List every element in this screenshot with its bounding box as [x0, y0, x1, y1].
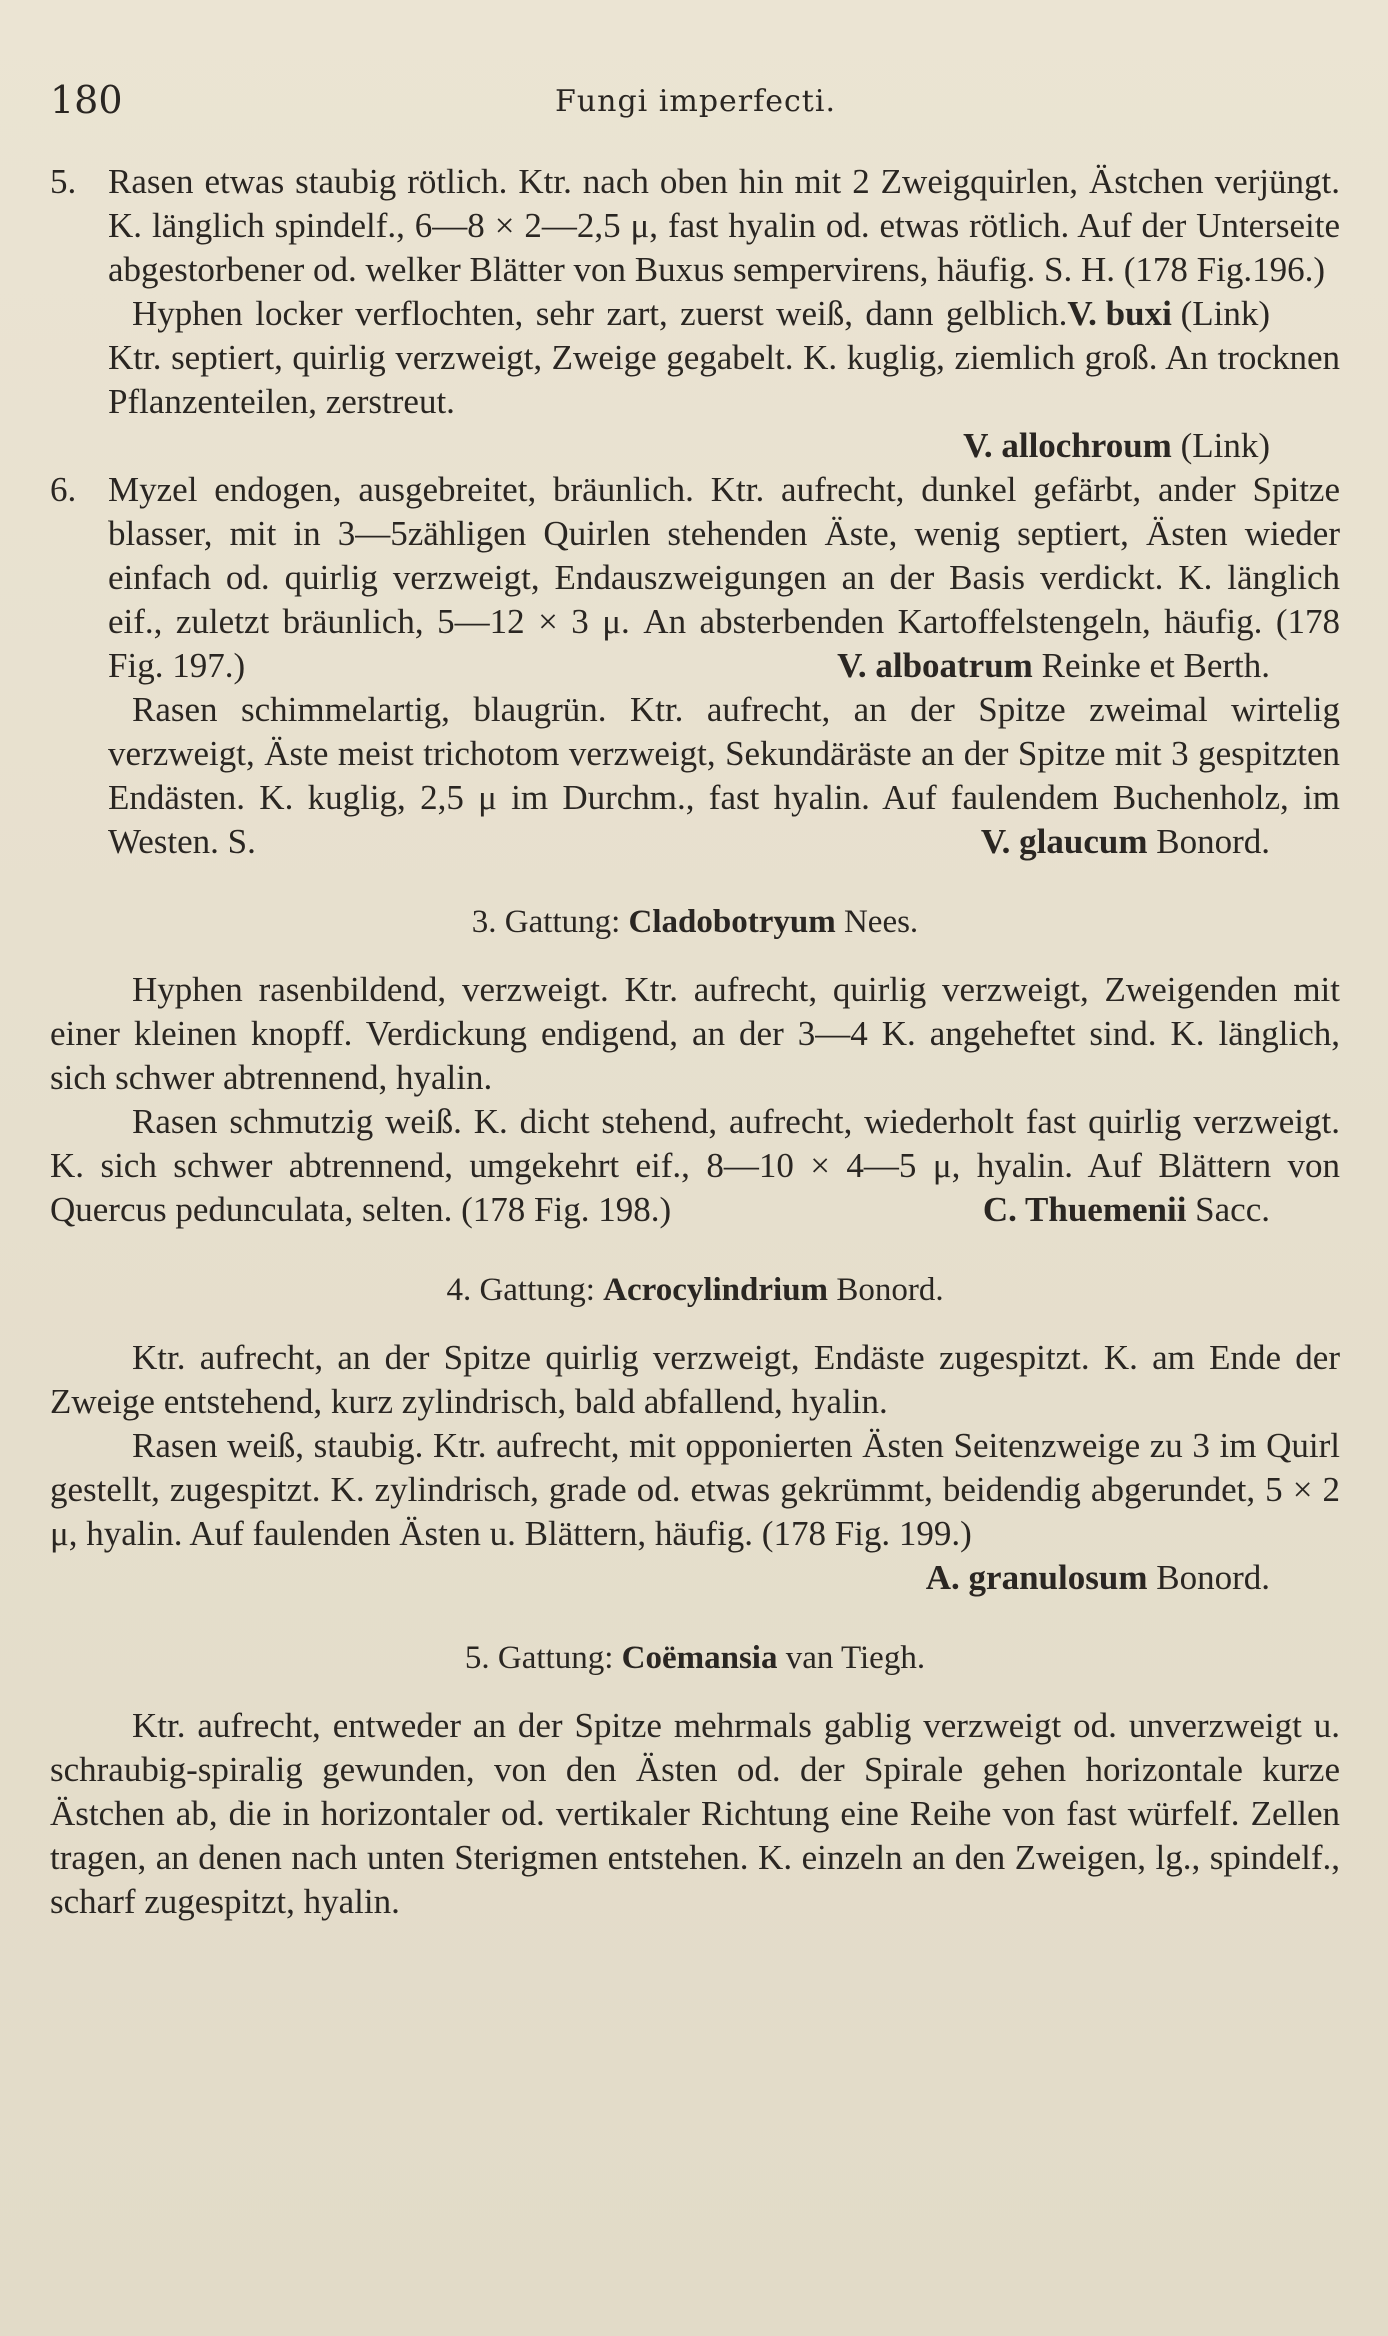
taxon-author: Bonord.	[1156, 1558, 1270, 1597]
entry-number: 6.	[50, 470, 77, 509]
entry-text: Rasen etwas staubig rötlich. Ktr. nach oben hin mit 2 Zweigquirlen, Ästchen verjüngt. K. länglich spindelf., 6—8 × 2—2,5 μ, fast hyalin od. etwas rötlich. Auf der Unterseite abgestorbener od. welker Blätter von Buxus sempervirens, häufig. S. H. (178 Fig.196.)	[108, 162, 1340, 289]
species-text: Rasen weiß, staubig. Ktr. aufrecht, mit opponierten Ästen Seitenzweige zu 3 im Quirl gestellt, zugespitzt. K. zylindrisch, grade od. etwas gekrümmt, beidendig abgerundet, 5 × 2 μ, hyalin. Auf faulenden Ästen u. Blättern, häufig. (178 Fig. 199.)	[50, 1426, 1340, 1553]
genus-number: 5. Gattung:	[464, 1640, 614, 1676]
taxon-author: (Link)	[1180, 426, 1270, 465]
taxon-author: (Link)	[1180, 294, 1270, 333]
genus-heading	[50, 1268, 1340, 1312]
entry-number: 5.	[50, 162, 77, 201]
page-number: 180	[50, 78, 123, 122]
taxon-name: V. glaucum	[980, 822, 1148, 861]
taxon-name: C. Thuemenii	[982, 1190, 1187, 1229]
genus-name: Cladobotryum	[628, 904, 836, 940]
entry-text: Hyphen locker verflochten, sehr zart, zuerst weiß, dann gelblich. Ktr. septiert, quirlig verzweigt, Zweige gegabelt. K. kuglig, ziemlich groß. An trocknen Pflanzenteilen, zerstreut.	[108, 294, 1340, 421]
taxon-name: V. allochroum	[963, 426, 1172, 465]
key-subentry-6	[50, 688, 1340, 864]
genus-description: Ktr. aufrecht, an der Spitze quirlig verzweigt, Endäste zugespitzt. K. am Ende der Zweige entstehend, kurz zylindrisch, bald abfallend, hyalin.	[50, 1338, 1340, 1421]
running-head: Fungi imperfecti.	[555, 84, 836, 119]
page-body	[50, 160, 1340, 1924]
genus-heading	[50, 1636, 1340, 1680]
taxon-author: Reinke et Berth.	[1041, 646, 1270, 685]
key-entry-6	[50, 468, 1340, 688]
genus-number: 3. Gattung:	[471, 904, 621, 940]
taxon-name: V. alboatrum	[837, 646, 1033, 685]
taxon-author: Sacc.	[1195, 1190, 1270, 1229]
entry-text: Rasen schimmelartig, blaugrün. Ktr. aufrecht, an der Spitze zweimal wirtelig verzweigt, Äste meist trichotom verzweigt, Sekundäräste an der Spitze mit 3 gespitzten Endästen. K. kuglig, 2,5 μ im Durchm., fast hyalin. Auf faulendem Buchenholz, im Westen. S.	[108, 690, 1340, 861]
species-line	[50, 424, 1340, 468]
key-entry-5	[50, 160, 1340, 333]
page-header	[50, 78, 1350, 128]
genus-author: Nees.	[843, 904, 919, 940]
taxon-name: V. buxi	[1067, 294, 1172, 333]
species-text: Rasen schmutzig weiß. K. dicht stehend, aufrecht, wiederholt fast quirlig verzweigt. K. sich schwer abtrennend, umgekehrt eif., 8—10 × 4—5 μ, hyalin. Auf Blättern von Quercus pedunculata, selten. (178 Fig. 198.)	[50, 1102, 1340, 1229]
entry-text: Myzel endogen, ausgebreitet, bräunlich. Ktr. aufrecht, dunkel gefärbt, ander Spitze blasser, mit in 3—5zähligen Quirlen stehenden Äste, wenig septiert, Ästen wieder einfach od. quirlig verzweigt, Endauszweigungen an der Basis verdickt. K. länglich eif., zuletzt bräunlich, 5—12 × 3 μ. An absterbenden Kartoffelstengeln, häufig. (178 Fig. 197.)	[108, 470, 1340, 685]
species-name	[983, 1188, 1270, 1232]
genus-name: Coëmansia	[621, 1640, 778, 1676]
species-line	[50, 1556, 1340, 1600]
genus-author: Bonord.	[836, 1272, 944, 1308]
genus-description: Hyphen rasenbildend, verzweigt. Ktr. aufrecht, quirlig verzweigt, Zweigenden mit einer kleinen knopff. Verdickung endigend, an der 3—4 K. angeheftet sind. K. länglich, sich schwer abtrennend, hyalin.	[50, 970, 1340, 1097]
genus-description: Ktr. aufrecht, entweder an der Spitze mehrmals gablig verzweigt od. unverzweigt u. schraubig-spiralig gewunden, von den Ästen od. der Spirale gehen horizontale kurze Ästchen ab, die in horizontaler od. vertikaler Richtung eine Reihe von fast würfelf. Zellen tragen, an denen nach unten Sterigmen entstehen. K. einzeln an den Zweigen, lg., spindelf., scharf zugespitzt, hyalin.	[50, 1706, 1340, 1921]
genus-name: Acrocylindrium	[603, 1272, 829, 1308]
species-name	[981, 820, 1270, 864]
species-description	[50, 1100, 1340, 1232]
species-name	[837, 644, 1270, 688]
taxon-name: A. granulosum	[925, 1558, 1148, 1597]
species-description	[50, 1424, 1340, 1556]
genus-heading	[50, 900, 1340, 944]
genus-author: van Tiegh.	[785, 1640, 926, 1676]
genus-number: 4. Gattung:	[446, 1272, 595, 1308]
taxon-author: Bonord.	[1156, 822, 1270, 861]
key-subentry-5	[50, 292, 1340, 424]
